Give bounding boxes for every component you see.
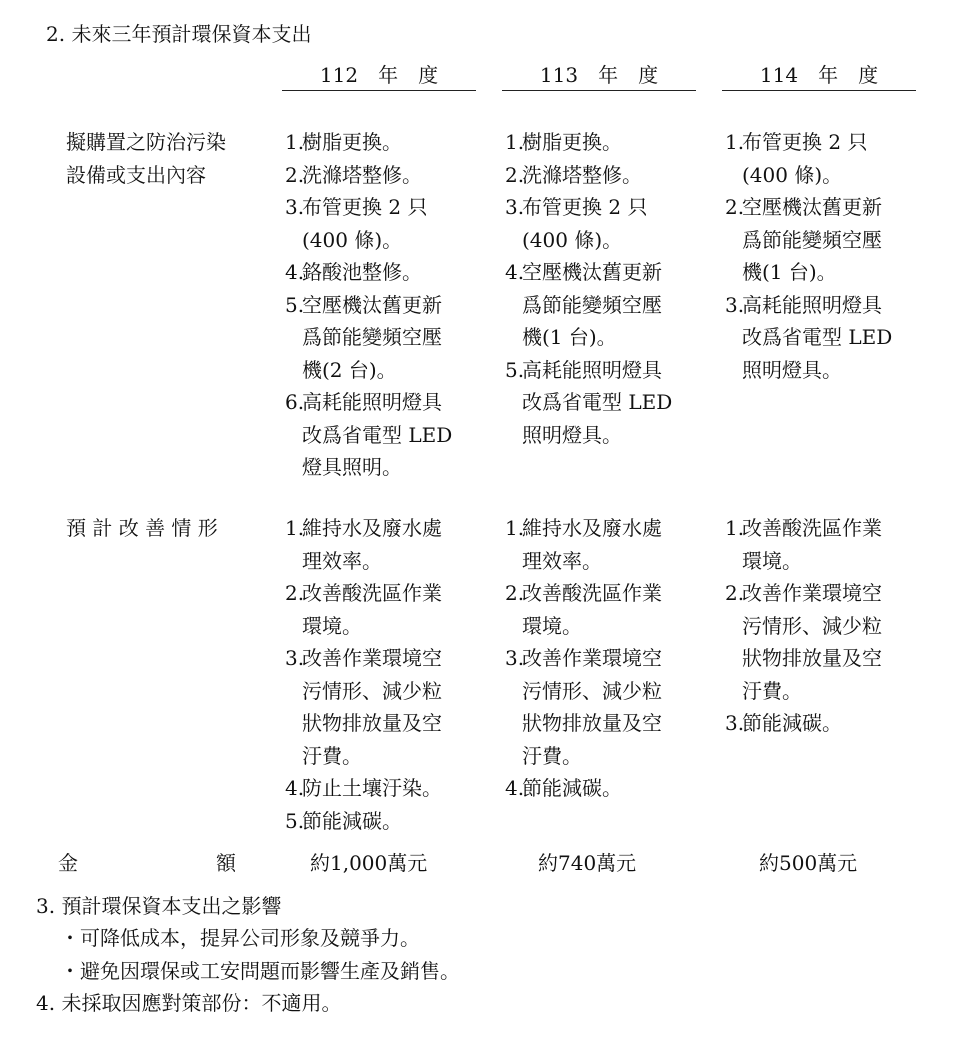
item-text-line: 改善酸洗區作業: [302, 581, 442, 605]
row-label-amount-right: 額: [216, 851, 236, 875]
item-text-line: 空壓機汰舊更新: [302, 292, 442, 317]
item-text-line: 汙費。: [522, 743, 582, 768]
item-number: 4.: [285, 260, 305, 284]
item-text-line: 理效率。: [302, 548, 382, 573]
item-text-line: (400 條)。: [522, 227, 623, 252]
item-text-line: 改善酸洗區作業: [742, 516, 882, 540]
item-text-line: 樹脂更換。: [302, 130, 402, 154]
item-number: 1.: [285, 130, 305, 154]
item-text-line: 洗滌塔整修。: [522, 162, 642, 187]
item-text-line: 節能減碳。: [522, 776, 622, 800]
item-text-line: 機(2 台)。: [302, 357, 397, 382]
item-number: 3.: [505, 195, 525, 219]
item-text-line: 節能減碳。: [302, 808, 402, 833]
item-number: 4.: [505, 260, 525, 284]
equipment-item: [505, 354, 705, 452]
equipment-item: [505, 159, 705, 192]
item-number: 2.: [725, 195, 745, 219]
row-label-equipment-line1: 擬購置之防治污染: [66, 130, 226, 154]
item-text-line: 汙費。: [302, 743, 362, 768]
item-number: 2.: [285, 162, 305, 187]
item-number: 2.: [285, 581, 305, 605]
item-text-line: 爲節能變頻空壓: [742, 227, 882, 252]
item-text-line: 狀物排放量及空: [302, 711, 442, 735]
item-text-line: 爲節能變頻空壓: [522, 292, 662, 317]
improvement-item: [285, 577, 485, 642]
improvement-item: [285, 642, 485, 772]
item-text-line: 爲節能變頻空壓: [302, 325, 442, 349]
improvement-item: [505, 577, 705, 642]
item-text-line: 空壓機汰舊更新: [522, 260, 662, 284]
equipment-list-113: [505, 126, 705, 451]
equipment-item: [505, 256, 705, 354]
item-text-line: 節能減碳。: [742, 711, 842, 735]
equipment-item: [285, 126, 485, 159]
item-text-line: 維持水及廢水處: [302, 516, 442, 540]
improvement-item: [505, 772, 705, 805]
item-number: 4.: [285, 776, 305, 800]
section-4-title: 4. 未採取因應對策部份：不適用。: [36, 991, 342, 1015]
equipment-item: [285, 386, 485, 484]
improvement-item: [285, 772, 485, 805]
improvement-item: [725, 577, 925, 707]
item-text-line: 污情形、減少粒: [742, 613, 882, 638]
amount-114: 約500萬元: [759, 851, 858, 875]
item-text-line: 改爲省電型 LED: [302, 422, 453, 447]
item-number: 3.: [505, 646, 525, 670]
equipment-item: [505, 191, 705, 256]
item-number: 4.: [505, 776, 525, 800]
item-number: 3.: [285, 195, 305, 219]
row-label-equipment: [66, 126, 226, 191]
item-number: 2.: [505, 581, 525, 605]
year-header-112: 112 年 度: [282, 60, 476, 91]
year-header-113: 113 年 度: [502, 60, 696, 91]
item-text-line: 環境。: [522, 613, 582, 638]
item-text-line: 照明燈具。: [522, 422, 622, 447]
item-text-line: 狀物排放量及空: [522, 711, 662, 735]
equipment-list-112: [285, 126, 485, 484]
improvement-item: [285, 512, 485, 577]
row-label-improvement: 預 計 改 善 情 形: [66, 516, 218, 540]
item-text-line: 汙費。: [742, 678, 802, 703]
equipment-item: [725, 126, 925, 191]
section-3-bullet-1: ・可降低成本，提昇公司形象及競爭力。: [60, 926, 420, 950]
amount-113: 約740萬元: [538, 851, 637, 875]
item-text-line: 機(1 台)。: [522, 325, 617, 349]
item-number: 6.: [285, 390, 305, 414]
item-number: 1.: [725, 516, 745, 540]
item-number: 5.: [285, 292, 305, 317]
improvement-item: [725, 512, 925, 577]
item-text-line: 改爲省電型 LED: [522, 390, 673, 414]
item-text-line: 樹脂更換。: [522, 130, 622, 154]
item-text-line: 布管更換 2 只: [742, 130, 868, 154]
section-3-bullet-2: ・避免因環保或工安問題而影響生產及銷售。: [60, 959, 460, 983]
improvement-list-114: [725, 512, 925, 740]
item-number: 3.: [725, 711, 745, 735]
item-text-line: (400 條)。: [742, 162, 843, 187]
item-text-line: 燈具照明。: [302, 455, 402, 479]
year-header-114: 114 年 度: [722, 60, 916, 91]
equipment-item: [285, 191, 485, 256]
item-text-line: 維持水及廢水處: [522, 516, 662, 540]
item-text-line: 防止土壤汙染。: [302, 776, 442, 800]
item-text-line: 高耗能照明燈具: [302, 390, 442, 414]
item-text-line: 改爲省電型 LED: [742, 325, 893, 349]
improvement-list-112: [285, 512, 485, 837]
improvement-item: [725, 707, 925, 740]
section-3-title: 3. 預計環保資本支出之影響: [36, 894, 282, 918]
item-text-line: 環境。: [302, 613, 362, 638]
equipment-item: [725, 191, 925, 289]
equipment-list-114: [725, 126, 925, 386]
amount-112: 約1,000萬元: [310, 851, 428, 875]
equipment-item: [285, 256, 485, 289]
item-number: 2.: [505, 162, 525, 187]
row-label-amount-left: 金: [58, 851, 78, 875]
item-text-line: 高耗能照明燈具: [522, 357, 662, 382]
item-text-line: 布管更換 2 只: [302, 195, 428, 219]
item-text-line: 污情形、減少粒: [302, 678, 442, 703]
section-2-title: 2. 未來三年預計環保資本支出: [46, 22, 312, 46]
item-number: 1.: [505, 130, 525, 154]
item-text-line: (400 條)。: [302, 227, 403, 252]
equipment-item: [285, 289, 485, 387]
item-number: 5.: [505, 357, 525, 382]
equipment-item: [725, 289, 925, 387]
item-text-line: 鉻酸池整修。: [302, 260, 422, 284]
item-number: 3.: [725, 292, 745, 317]
item-text-line: 照明燈具。: [742, 357, 842, 382]
item-text-line: 改善作業環境空: [522, 646, 662, 670]
item-text-line: 狀物排放量及空: [742, 646, 882, 670]
improvement-list-113: [505, 512, 705, 805]
item-number: 2.: [725, 581, 745, 605]
item-text-line: 理效率。: [522, 548, 602, 573]
item-number: 1.: [725, 130, 745, 154]
item-text-line: 改善作業環境空: [302, 646, 442, 670]
item-number: 5.: [285, 808, 305, 833]
item-text-line: 環境。: [742, 548, 802, 573]
item-text-line: 機(1 台)。: [742, 260, 837, 284]
improvement-item: [285, 805, 485, 838]
row-label-equipment-line2: 設備或支出內容: [66, 162, 206, 187]
item-text-line: 空壓機汰舊更新: [742, 195, 882, 219]
item-number: 3.: [285, 646, 305, 670]
item-text-line: 改善作業環境空: [742, 581, 882, 605]
equipment-item: [285, 159, 485, 192]
item-number: 1.: [285, 516, 305, 540]
item-number: 1.: [505, 516, 525, 540]
item-text-line: 污情形、減少粒: [522, 678, 662, 703]
item-text-line: 改善酸洗區作業: [522, 581, 662, 605]
item-text-line: 洗滌塔整修。: [302, 162, 422, 187]
equipment-item: [505, 126, 705, 159]
improvement-item: [505, 642, 705, 772]
improvement-item: [505, 512, 705, 577]
item-text-line: 高耗能照明燈具: [742, 292, 882, 317]
item-text-line: 布管更換 2 只: [522, 195, 648, 219]
